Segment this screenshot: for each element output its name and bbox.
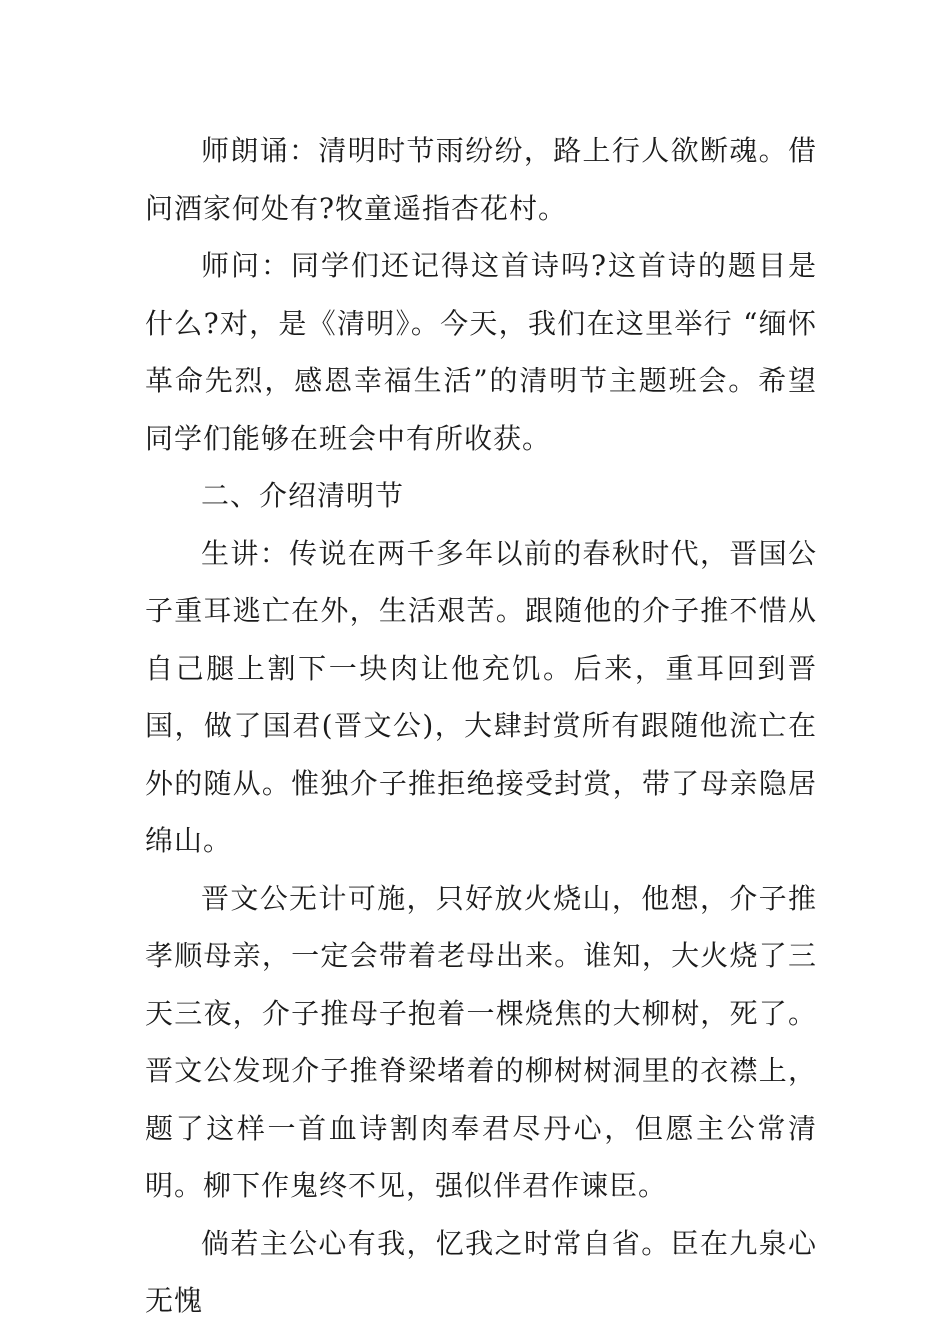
paragraph-recitation: 师朗诵：清明时节雨纷纷，路上行人欲断魂。借问酒家何处有?牧童遥指杏花村。 bbox=[145, 134, 817, 225]
document-body bbox=[145, 122, 817, 1330]
paragraph-student-story: 生讲：传说在两千多年以前的春秋时代，晋国公子重耳逃亡在外，生活艰苦。跟随他的介子推不惜从自己腿上割下一块肉让他充饥。后来，重耳回到晋国，做了国君(晋文公)，大肆封赏所有跟随他流亡在外的随从。惟独介子推拒绝接受封赏，带了母亲隐居绵山。 bbox=[145, 536, 817, 857]
paragraph-teacher-question: 师问：同学们还记得这首诗吗?这首诗的题目是什么?对，是《清明》。今天，我们在这里举行 “缅怀革命先烈，感恩幸福生活”的清明节主题班会。希望同学们能够在班会中有所收获。 bbox=[145, 249, 817, 455]
paragraph-poem-continuation: 倘若主公心有我，忆我之时常自省。臣在九泉心无愧 bbox=[145, 1226, 817, 1317]
paragraph-jin-wengong: 晋文公无计可施，只好放火烧山，他想，介子推孝顺母亲，一定会带着老母出来。谁知，大火烧了三天三夜，介子推母子抱着一棵烧焦的大柳树，死了。晋文公发现介子推脊梁堵着的柳树树洞里的衣襟上，题了这样一首血诗割肉奉君尽丹心，但愿主公常清明。柳下作鬼终不见，强似伴君作谏臣。 bbox=[145, 881, 817, 1202]
section-heading-introduce-qingming: 二、介绍清明节 bbox=[201, 479, 405, 512]
